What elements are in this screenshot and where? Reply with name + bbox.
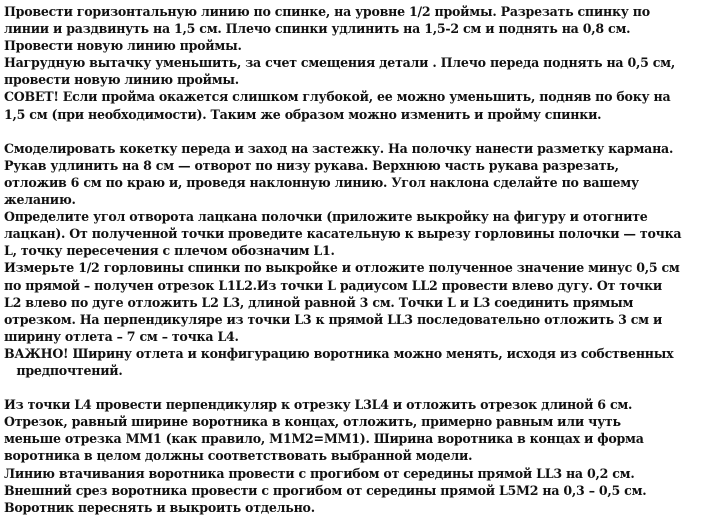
text-line: Определите угол отворота лацкана полочки (приложите выкройку на фигуру и отогните [4,209,648,225]
text-line: отложив 6 см по краю и, проведя наклонную линию. Угол наклона сделайте по вашему [4,174,639,190]
text-line: провести новую линию проймы. [4,72,239,88]
text-line: воротника в целом должны соответствовать выбранной модели. [4,448,473,464]
text-line: лацкан). От полученной точки проведите касательную к вырезу горловины полочки — точка [4,226,682,242]
text-line: Нагрудную вытачку уменьшить, за счет смещения детали . Плечо переда поднять на 0,5 см, [4,55,675,71]
text-line: отрезком. На перпендикуляре из точки L3 к прямой LL3 последовательно отложить 3 см и [4,311,663,327]
text-line: Провести горизонтальную линию по спинке, на уровне 1/2 проймы. Разрезать спинку по [4,4,650,19]
text-line: Провести новую линию проймы. [4,38,242,54]
text-line: L2 влево по дуге отложить L2 L3, длиной равной 3 см. Точки L и L3 соединить прямым [4,294,634,310]
paragraph-gap [4,379,712,396]
paragraph-gap [4,123,712,140]
text-line: Внешний срез воротника провести с прогибом от середины прямой L5M2 на 0,3 – 0,5 см. [4,482,647,498]
text-line: СОВЕТ! Если пройма окажется слишком глубокой, ее можно уменьшить, подняв по боку на [4,89,671,105]
text-line: Из точки L4 провести перпендикуляр к отрезку L3L4 и отложить отрезок длиной 6 см. [4,397,633,413]
text-line: линии и раздвинуть на 1,5 см. Плечо спинки удлинить на 1,5-2 см и поднять на 0,8 см. [4,21,631,37]
text-line: 1,5 см (при необходимости). Таким же образом можно изменить и пройму спинки. [4,106,602,122]
instruction-text [4,3,712,516]
text-line: Воротник переснять и выкроить отдельно. [4,499,315,515]
text-line: меньше отрезка ММ1 (как правило, М1М2=ММ1). Ширина воротника в концах и форма [4,431,644,447]
text-line: Рукав удлинить на 8 см — отворот по низу рукава. Верхнюю часть рукава разрезать, [4,157,619,173]
text-line: Измерьте 1/2 горловины спинки по выкройке и отложите полученное значение минус 0,5 см [4,260,680,276]
text-line: Линию втачивания воротника провести с прогибом от середины прямой LL3 на 0,2 см. [4,465,635,481]
text-line: желанию. [4,192,76,208]
text-line: предпочтений. [4,362,123,378]
text-line: ВАЖНО! Ширину отлета и конфигурацию воротника можно менять, исходя из собственных [4,345,674,361]
text-line: по прямой – получен отрезок L1L2.Из точки L радиусом LL2 провести влево дугу. От точки [4,277,662,293]
text-line: Смоделировать кокетку переда и заход на застежку. На полочку нанести разметку кармана. [4,140,674,156]
text-line: L, точку пересечения с плечом обозначим L1. [4,243,335,259]
text-line: ширину отлета – 7 см – точка L4. [4,328,239,344]
text-line: Отрезок, равный ширине воротника в концах, отложить, примерно равным или чуть [4,414,621,430]
